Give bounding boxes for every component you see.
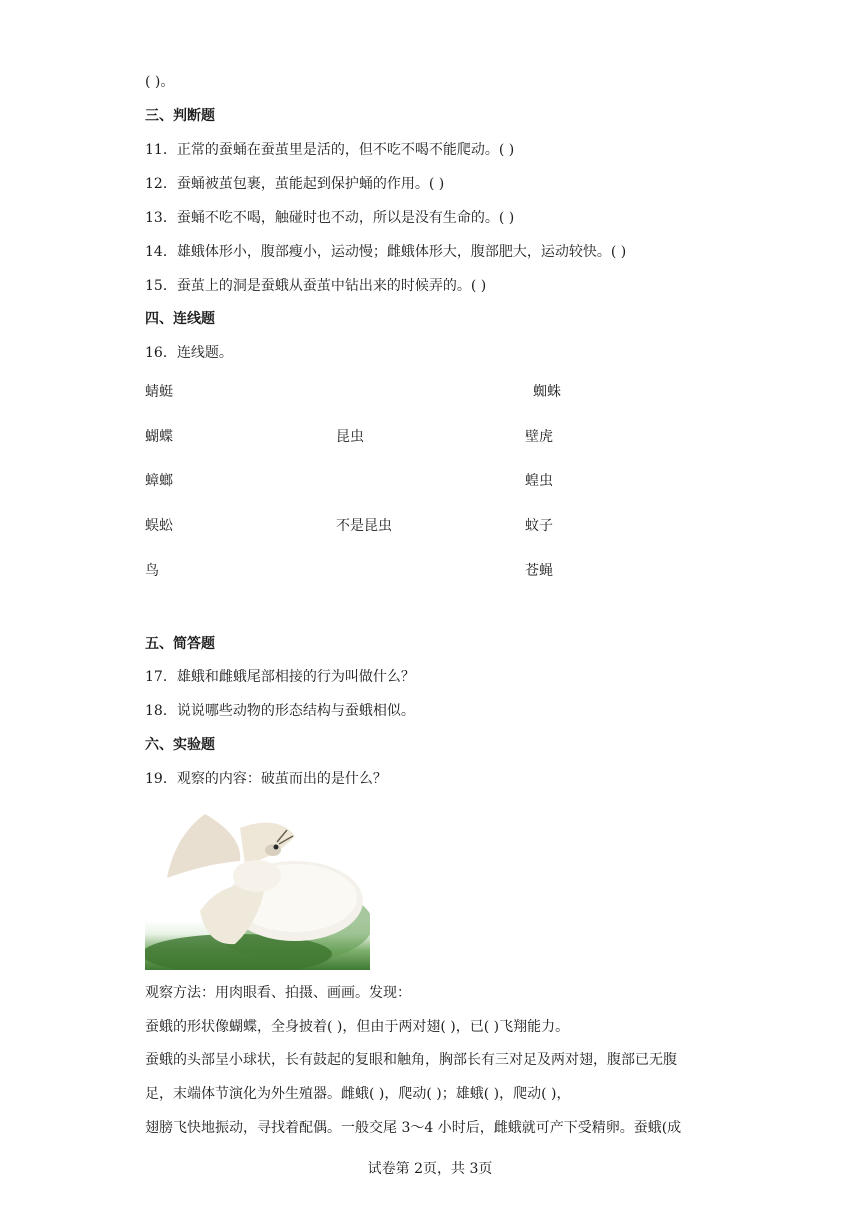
moth-on-cocoon-illustration [145, 806, 370, 970]
left-item-butterfly: 蝴蝶 [145, 429, 173, 445]
question-16: 16．连线题。 [145, 345, 233, 361]
observation-paragraph-line-3: 足，末端体节演化为外生殖器。雌蛾( )，爬动( )；雄蛾( )，爬动( )， [145, 1086, 571, 1102]
question-13: 13．蚕蛹不吃不喝，触碰时也不动，所以是没有生命的。( ) [145, 210, 515, 226]
question-12: 12．蚕蛹被茧包裹，茧能起到保护蛹的作用。( ) [145, 176, 445, 192]
question-19: 19．观察的内容：破茧而出的是什么？ [145, 771, 387, 787]
page-footer: 试卷第 2页，共 3页 [367, 1161, 493, 1177]
question-14: 14．雄蛾体形小，腹部瘦小，运动慢；雌蛾体形大，腹部肥大，运动较快。( ) [145, 244, 627, 260]
right-item-fly: 苍蝇 [525, 563, 553, 579]
question-15: 15．蚕茧上的洞是蚕蛾从蚕茧中钻出来的时候弄的。( ) [145, 278, 487, 294]
prev-answer-blank: ( )。 [145, 74, 175, 90]
section-heading-judgement: 三、判断题 [145, 108, 215, 124]
observation-paragraph-line-1: 蚕蛾的形状像蝴蝶，全身披着( )，但由于两对翅( )，已( )飞翔能力。 [145, 1019, 570, 1035]
left-item-cockroach: 蟑螂 [145, 473, 173, 489]
question-18: 18．说说哪些动物的形态结构与蚕蛾相似。 [145, 703, 415, 719]
left-item-bird: 鸟 [145, 563, 159, 579]
middle-item-insect: 昆虫 [336, 429, 364, 445]
silkworm-moth-photo [145, 806, 370, 970]
section-heading-short-answer: 五、简答题 [145, 636, 215, 652]
section-heading-matching: 四、连线题 [145, 311, 215, 327]
left-item-centipede: 蜈蚣 [145, 518, 173, 534]
section-heading-experiment: 六、实验题 [145, 737, 215, 753]
observation-paragraph-line-4: 翅膀飞快地振动，寻找着配偶。一般交尾 3～4 小时后，雌蛾就可产下受精卵。蚕蛾(成 [145, 1120, 682, 1136]
right-item-gecko: 壁虎 [525, 429, 553, 445]
right-item-spider: 蜘蛛 [533, 384, 561, 400]
right-item-mosquito: 蚊子 [525, 518, 553, 534]
right-item-locust: 蝗虫 [525, 473, 553, 489]
middle-item-not-insect: 不是昆虫 [336, 518, 392, 534]
question-17: 17．雄蛾和雌蛾尾部相接的行为叫做什么？ [145, 669, 415, 685]
observation-method: 观察方法：用肉眼看、拍摄、画画。发现： [145, 985, 411, 1001]
observation-paragraph-line-2: 蚕蛾的头部呈小球状，长有鼓起的复眼和触角，胸部长有三对足及两对翅，腹部已无腹 [145, 1052, 677, 1068]
left-item-dragonfly: 蜻蜓 [145, 384, 173, 400]
question-11: 11．正常的蚕蛹在蚕茧里是活的，但不吃不喝不能爬动。( ) [145, 142, 515, 158]
